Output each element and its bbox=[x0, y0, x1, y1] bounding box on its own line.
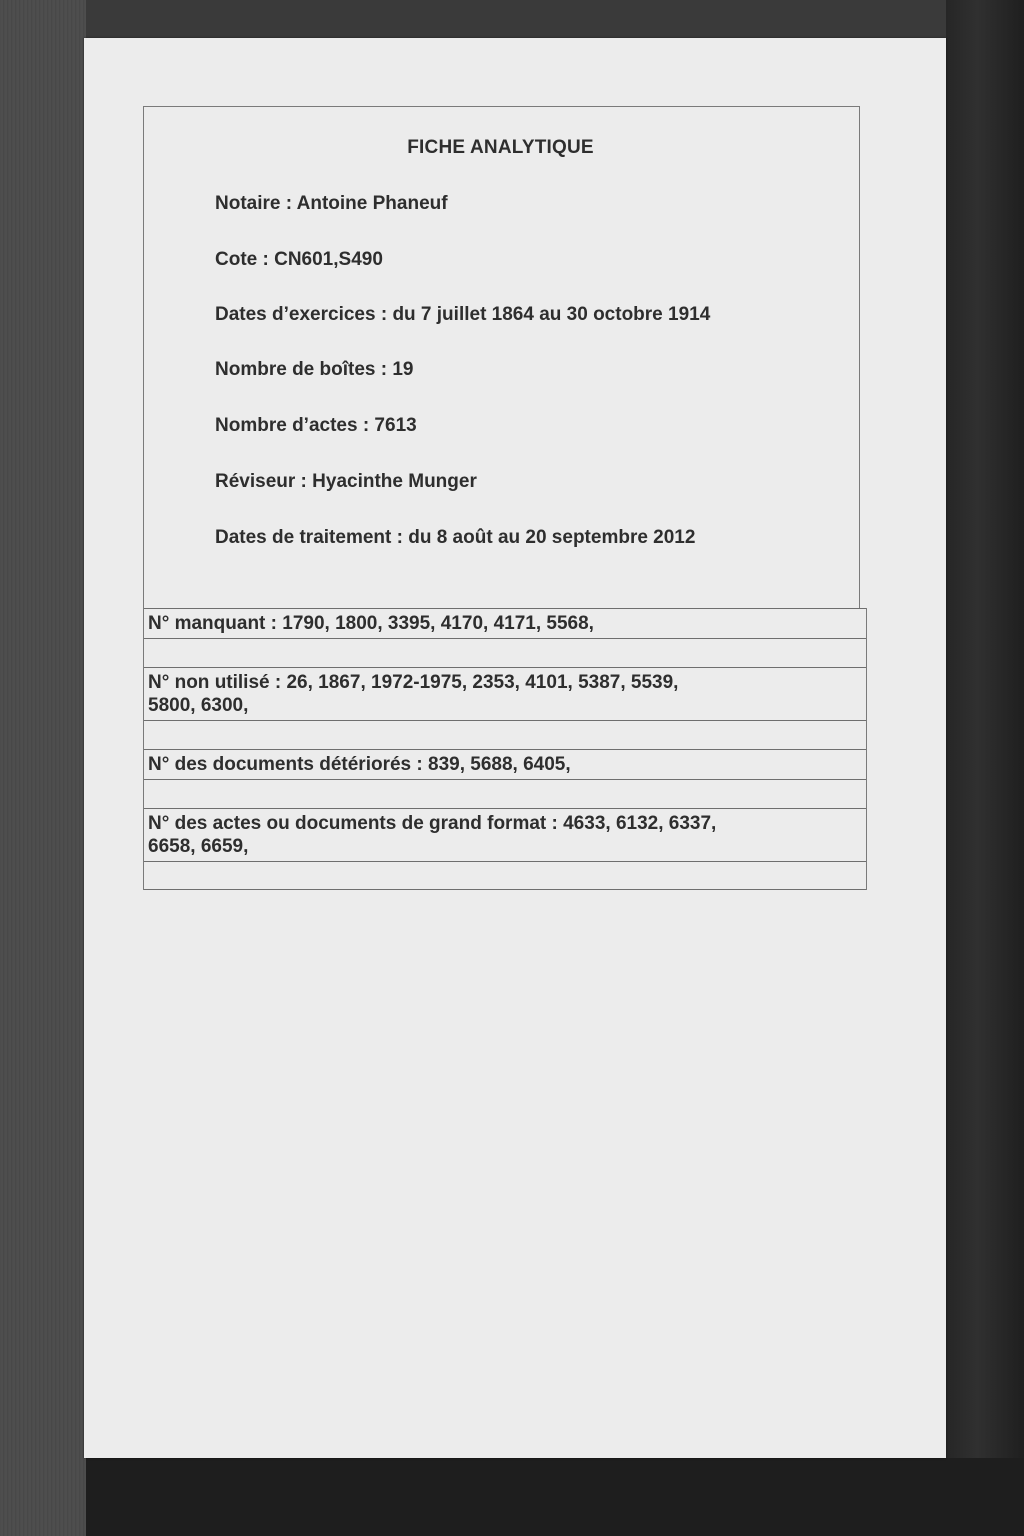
row-manquant-spacer bbox=[144, 638, 866, 667]
field-nombre-actes: Nombre d’actes : 7613 bbox=[215, 415, 417, 436]
scan-background-binding bbox=[0, 0, 86, 1536]
document-title: FICHE ANALYTIQUE bbox=[407, 137, 594, 158]
numbers-table bbox=[143, 608, 867, 890]
row-grand-format-text-cont: 6658, 6659, bbox=[148, 836, 249, 857]
field-reviseur: Réviseur : Hyacinthe Munger bbox=[215, 471, 477, 492]
row-deteriores-text: N° des documents détériorés : 839, 5688, 6405, bbox=[148, 754, 571, 775]
row-grand-format bbox=[144, 808, 866, 861]
scan-background-top bbox=[0, 0, 1024, 38]
row-non-utilise-text: N° non utilisé : 26, 1867, 1972-1975, 2353, 4101, 5387, 5539, bbox=[148, 672, 679, 693]
row-non-utilise bbox=[144, 667, 866, 720]
row-non-utilise-text-cont: 5800, 6300, bbox=[148, 695, 249, 716]
field-dates-exercices: Dates d’exercices : du 7 juillet 1864 au 30 octobre 1914 bbox=[215, 304, 711, 325]
scan-background-bottom bbox=[86, 1458, 1024, 1536]
field-cote: Cote : CN601,S490 bbox=[215, 249, 383, 270]
row-grand-format-text: N° des actes ou documents de grand format : 4633, 6132, 6337, bbox=[148, 813, 717, 834]
field-dates-traitement: Dates de traitement : du 8 août au 20 septembre 2012 bbox=[215, 527, 696, 548]
scan-background-right bbox=[946, 0, 1024, 1536]
field-nombre-boites: Nombre de boîtes : 19 bbox=[215, 359, 414, 380]
row-grand-format-spacer bbox=[144, 861, 866, 890]
row-manquant bbox=[144, 608, 866, 638]
row-manquant-text: N° manquant : 1790, 1800, 3395, 4170, 4171, 5568, bbox=[148, 613, 594, 634]
field-notaire: Notaire : Antoine Phaneuf bbox=[215, 193, 448, 214]
row-deteriores-spacer bbox=[144, 779, 866, 808]
row-non-utilise-spacer bbox=[144, 720, 866, 749]
row-deteriores bbox=[144, 749, 866, 779]
